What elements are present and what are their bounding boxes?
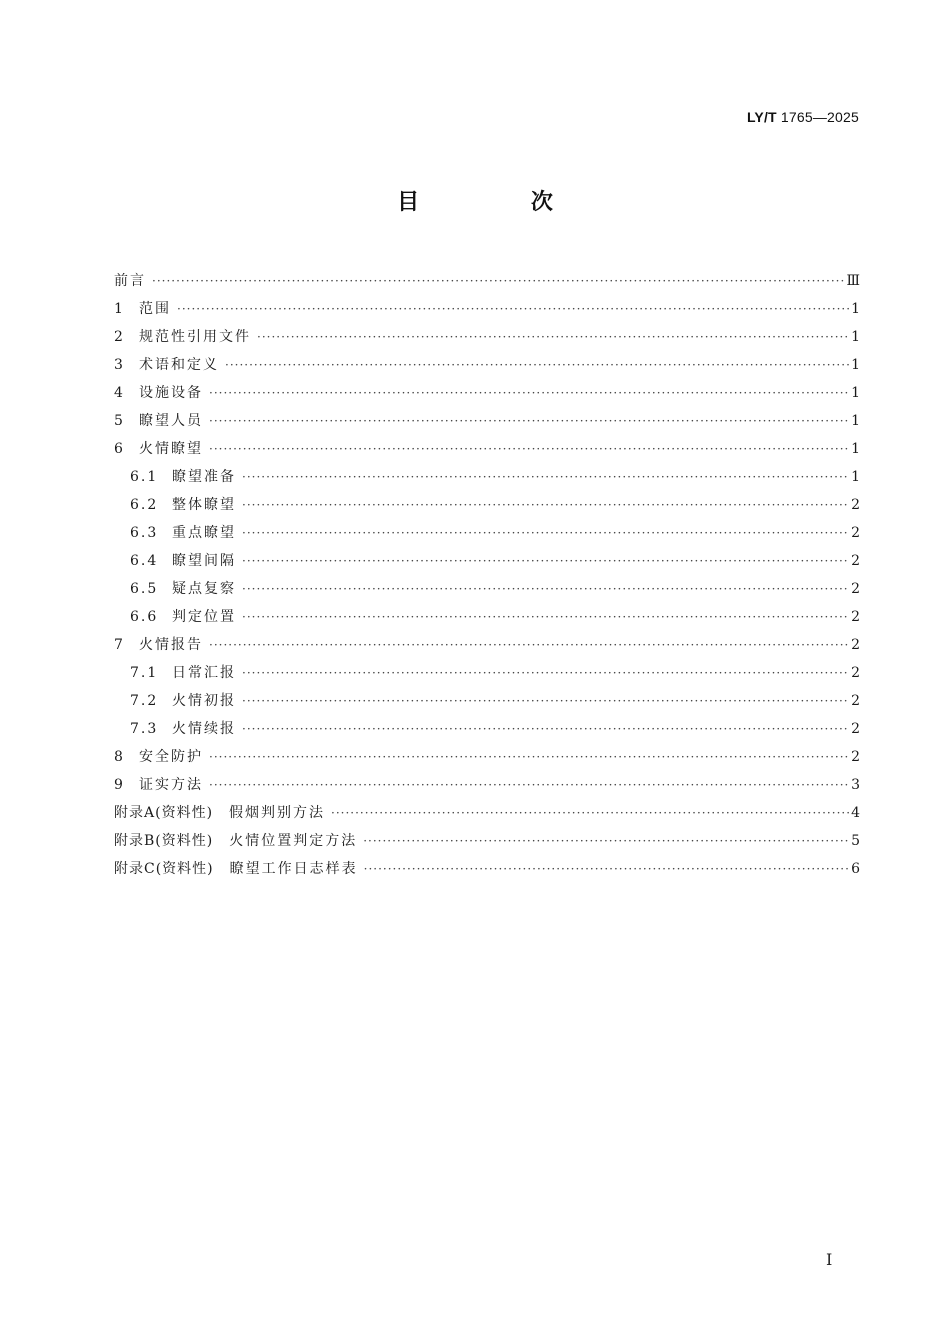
- toc-entry-label: 日常汇报: [172, 665, 236, 681]
- toc-entry[interactable]: [114, 547, 860, 575]
- toc-entry-label: 疑点复察: [172, 581, 236, 597]
- standard-code: [747, 109, 859, 125]
- toc-entry-number: 5: [114, 413, 124, 429]
- toc-entry[interactable]: [114, 407, 860, 435]
- toc-entry-number: 6.3: [130, 525, 159, 541]
- toc-entry-page: 2: [851, 693, 860, 709]
- toc-dot-leader: [177, 295, 849, 323]
- toc-entry-page: 2: [851, 609, 860, 625]
- toc-entry[interactable]: [114, 799, 860, 827]
- toc-dot-leader: [242, 659, 849, 687]
- toc-dot-leader: [209, 743, 849, 771]
- toc-entry-number: 4: [114, 385, 124, 401]
- toc-entry-label: 规范性引用文件: [139, 329, 251, 345]
- toc-dot-leader: [363, 827, 849, 855]
- toc-dot-leader: [257, 323, 849, 351]
- toc-entry-page: 1: [851, 385, 860, 401]
- toc-entry-page: 2: [851, 749, 860, 765]
- toc-entry-label: 瞭望间隔: [172, 553, 236, 569]
- toc-entry-number: 3: [114, 357, 124, 373]
- toc-entry-page: 1: [851, 357, 860, 373]
- toc-entry[interactable]: [114, 575, 860, 603]
- toc-entry-label: 火情报告: [139, 637, 203, 653]
- toc-entry[interactable]: [114, 827, 860, 855]
- toc-entry-page: 1: [851, 329, 860, 345]
- toc-entry-number: 8: [114, 749, 124, 765]
- toc-entry-page: 2: [851, 553, 860, 569]
- toc-entry-number: 2: [114, 329, 124, 345]
- toc-entry[interactable]: [114, 771, 860, 799]
- toc-dot-leader: [209, 631, 849, 659]
- toc-entry-number: 9: [114, 777, 124, 793]
- toc-entry-number: 7: [114, 637, 124, 653]
- page-title: 目 次: [397, 190, 605, 215]
- toc-entry-label: 火情位置判定方法: [229, 833, 358, 849]
- toc-entry-page: 2: [851, 497, 860, 513]
- toc-entry[interactable]: [114, 743, 860, 771]
- toc-dot-leader: [242, 519, 849, 547]
- toc-entry-number: 6.1: [130, 469, 159, 485]
- toc-entry-page: 4: [851, 805, 860, 821]
- toc-entry[interactable]: [114, 295, 860, 323]
- toc-dot-leader: [242, 603, 849, 631]
- toc-entry[interactable]: [114, 519, 860, 547]
- toc-entry[interactable]: [114, 323, 860, 351]
- toc-dot-leader: [242, 547, 849, 575]
- toc-entry-label: 安全防护: [139, 749, 203, 765]
- toc-dot-leader: [152, 267, 844, 295]
- standard-number: 1765—2025: [780, 109, 859, 125]
- toc-entry-label: 前言: [114, 273, 146, 289]
- page-number: I: [826, 1250, 833, 1269]
- toc-entry[interactable]: [114, 463, 860, 491]
- toc-entry-number: 附录C(资料性): [114, 861, 214, 877]
- toc-entry-page: 1: [851, 441, 860, 457]
- toc-entry-number: 6.5: [130, 581, 159, 597]
- toc-entry-number: 6.4: [130, 553, 159, 569]
- toc-entry-page: 1: [851, 413, 860, 429]
- standard-prefix: LY/T: [746, 109, 777, 125]
- toc-entry[interactable]: [114, 631, 860, 659]
- toc-entry-label: 瞭望人员: [139, 413, 203, 429]
- toc-entry-label: 火情初报: [172, 693, 236, 709]
- toc-entry-page: Ⅲ: [846, 273, 860, 289]
- table-of-contents: [114, 267, 860, 883]
- toc-entry-number: 1: [114, 301, 124, 317]
- toc-entry[interactable]: [114, 603, 860, 631]
- toc-entry[interactable]: [114, 379, 860, 407]
- toc-dot-leader: [209, 379, 849, 407]
- toc-entry-number: 6.6: [130, 609, 159, 625]
- toc-dot-leader: [225, 351, 849, 379]
- toc-entry[interactable]: [114, 659, 860, 687]
- toc-dot-leader: [364, 855, 849, 883]
- toc-entry[interactable]: [114, 687, 860, 715]
- toc-entry-page: 2: [851, 665, 860, 681]
- toc-entry-number: 7.3: [130, 721, 159, 737]
- toc-entry-number: 附录B(资料性): [114, 833, 214, 849]
- toc-entry-label: 火情瞭望: [139, 441, 203, 457]
- toc-entry-page: 2: [851, 637, 860, 653]
- toc-entry-label: 火情续报: [172, 721, 236, 737]
- toc-entry-page: 2: [851, 525, 860, 541]
- toc-entry-page: 2: [851, 581, 860, 597]
- toc-dot-leader: [242, 715, 849, 743]
- toc-entry-page: 3: [851, 777, 860, 793]
- toc-dot-leader: [242, 491, 849, 519]
- toc-entry-label: 瞭望准备: [172, 469, 236, 485]
- toc-dot-leader: [331, 799, 849, 827]
- toc-entry[interactable]: [114, 491, 860, 519]
- toc-dot-leader: [242, 687, 849, 715]
- toc-entry-page: 1: [851, 469, 860, 485]
- toc-entry-label: 设施设备: [139, 385, 203, 401]
- toc-entry[interactable]: [114, 435, 860, 463]
- toc-entry-label: 假烟判别方法: [229, 805, 326, 821]
- toc-entry-number: 6.2: [130, 497, 159, 513]
- toc-dot-leader: [209, 435, 849, 463]
- toc-dot-leader: [209, 407, 849, 435]
- toc-entry[interactable]: [114, 855, 860, 883]
- toc-entry-label: 重点瞭望: [172, 525, 236, 541]
- toc-entry-page: 6: [851, 861, 860, 877]
- toc-entry[interactable]: [114, 267, 860, 295]
- toc-entry-label: 术语和定义: [139, 357, 219, 373]
- toc-entry-number: 6: [114, 441, 124, 457]
- toc-entry-label: 判定位置: [172, 609, 236, 625]
- toc-entry[interactable]: [114, 715, 860, 743]
- toc-entry-page: 1: [851, 301, 860, 317]
- toc-entry-number: 附录A(资料性): [114, 805, 214, 821]
- toc-entry-number: 7.1: [130, 665, 159, 681]
- toc-entry-label: 范围: [139, 301, 171, 317]
- toc-entry-number: 7.2: [130, 693, 159, 709]
- toc-entry-page: 2: [851, 721, 860, 737]
- toc-dot-leader: [242, 575, 849, 603]
- toc-entry[interactable]: [114, 351, 860, 379]
- toc-entry-label: 整体瞭望: [172, 497, 236, 513]
- toc-entry-label: 证实方法: [139, 777, 203, 793]
- toc-dot-leader: [242, 463, 849, 491]
- toc-dot-leader: [209, 771, 849, 799]
- toc-entry-label: 瞭望工作日志样表: [229, 861, 358, 877]
- toc-entry-page: 5: [851, 833, 860, 849]
